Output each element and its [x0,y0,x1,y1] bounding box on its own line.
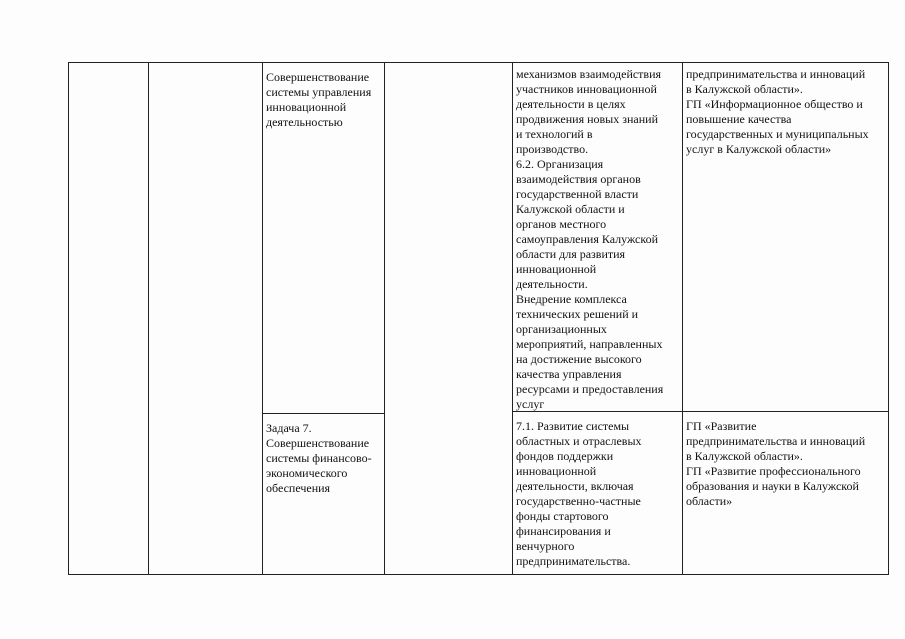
column-divider-1 [148,62,149,575]
table-border-left [68,62,69,575]
row1-col6-cell: предпринимательства и инноваций в Калужской области». ГП «Информационное общество и повышение качества государственных и муниципальных услуг в Калужской области» [686,67,869,156]
table-border-bottom [68,574,889,575]
table-border-top [68,62,889,63]
row2-col6-cell: ГП «Развитие предпринимательства и инноваций в Калужской области». ГП «Развитие профессионального образования и науки в Калужской области» [686,419,866,508]
column-divider-2 [262,62,263,575]
row2-col5-cell: 7.1. Развитие системы областных и отраслевых фондов поддержки инновационной деятельности, включая государственно-частные фонды стартового финансирования и венчурного предпринимательства. [516,419,642,568]
column-divider-5 [682,62,683,575]
row-divider-col3 [262,413,385,414]
row2-col3-cell: Задача 7. Совершенствование системы финансово- экономического обеспечения [266,421,372,495]
table-border-right [888,62,889,575]
column-divider-3 [384,62,385,575]
row1-col3-cell: Совершенствование системы управления инновационной деятельностью [266,70,372,129]
row1-col5-cell: механизмов взаимодействия участников инновационной деятельности в целях продвижения новых знаний и технологий в производство. 6.2. Организация взаимодействия органов государственной власти Калужской области и органов местного самоуправления Калужской области для развития инновационной деятельности. Внедрение комплекса технических решений и организационных мероприятий, направленных на достижение высокого качества управления ресурсами и предоставления услуг [516,67,664,411]
column-divider-4 [512,62,513,575]
